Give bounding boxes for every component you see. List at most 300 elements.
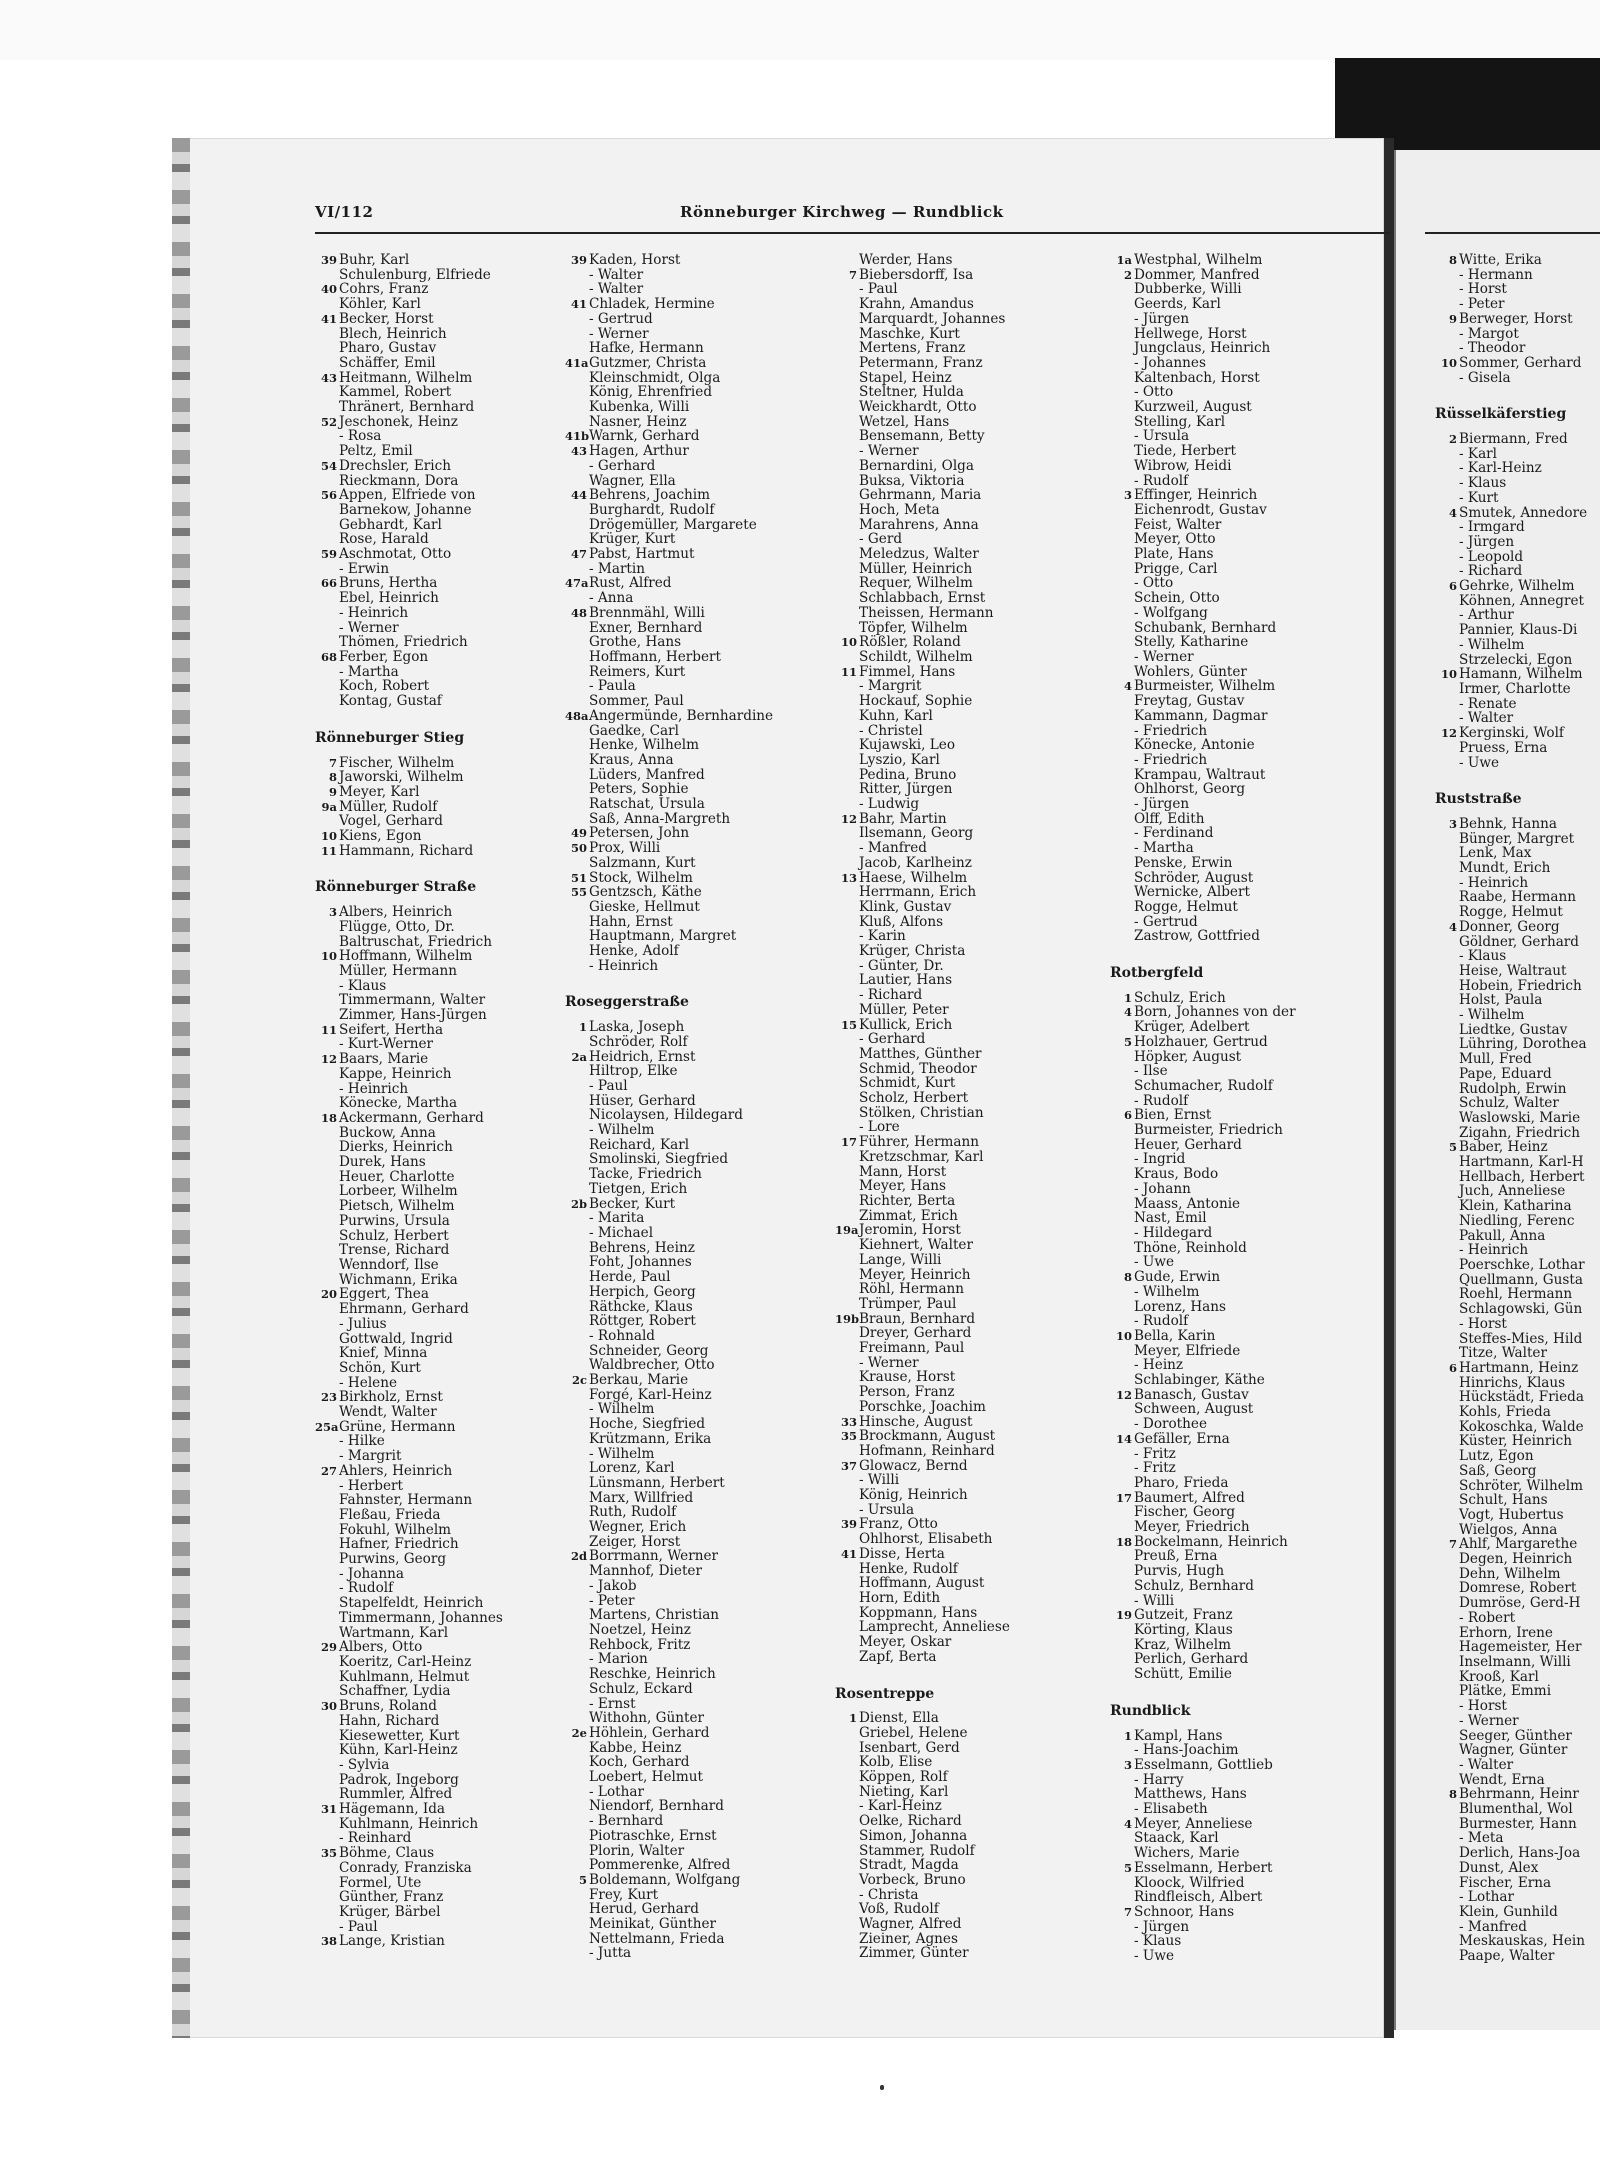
resident-entry xyxy=(835,768,1075,783)
resident-entry xyxy=(315,949,530,964)
resident-entry xyxy=(835,1356,1075,1371)
resident-name: - Lothar xyxy=(589,1783,644,1800)
book-gutter xyxy=(1384,138,1394,2038)
resident-name: - Heinrich xyxy=(339,1080,409,1097)
resident-name: - Anna xyxy=(589,590,634,607)
resident-entry xyxy=(1110,1270,1350,1285)
resident-entry xyxy=(315,1361,530,1376)
resident-name: - Ferdinand xyxy=(1134,825,1214,842)
resident-name: Rehbock, Fritz xyxy=(589,1636,691,1653)
resident-name: Hamann, Wilhelm xyxy=(1459,666,1583,683)
resident-name: Meyer, Otto xyxy=(1134,531,1216,548)
resident-name: - Fritz xyxy=(1134,1460,1176,1477)
resident-name: Schulz, Erich xyxy=(1134,989,1226,1006)
resident-name: Küster, Heinrich xyxy=(1459,1433,1572,1450)
resident-name: Stammer, Rudolf xyxy=(859,1842,975,1859)
resident-name: Gutzeit, Franz xyxy=(1134,1607,1233,1624)
resident-entry xyxy=(835,797,1075,812)
house-number: 3 xyxy=(1123,1757,1132,1772)
resident-entry xyxy=(835,782,1075,797)
resident-entry xyxy=(835,591,1075,606)
resident-name: Steltner, Hulda xyxy=(859,384,964,401)
resident-name: Pape, Eduard xyxy=(1459,1065,1552,1082)
resident-name: Drögemüller, Margarete xyxy=(589,516,757,533)
resident-entry xyxy=(565,459,785,474)
street-heading: Rüsselkäferstieg xyxy=(1435,406,1567,423)
resident-name: Purwins, Georg xyxy=(339,1551,447,1568)
house-number: 6 xyxy=(1123,1108,1132,1123)
resident-name: Meyer, Elfriede xyxy=(1134,1342,1241,1359)
resident-entry xyxy=(1110,253,1350,268)
house-number: 5 xyxy=(1123,1860,1132,1875)
resident-name: Schröter, Wilhelm xyxy=(1459,1477,1583,1494)
house-number: 29 xyxy=(320,1640,337,1655)
resident-entry xyxy=(1110,1579,1350,1594)
resident-name: - Ursula xyxy=(1134,428,1190,445)
resident-entry xyxy=(315,1258,530,1273)
resident-entry xyxy=(835,1209,1075,1224)
resident-name: Pannier, Klaus-Di xyxy=(1459,622,1578,639)
resident-name: Witte, Erika xyxy=(1459,253,1542,268)
house-number: 5 xyxy=(578,1872,587,1887)
resident-entry xyxy=(565,665,785,680)
resident-entry xyxy=(1435,1199,1600,1214)
resident-name: Plorin, Walter xyxy=(589,1842,685,1859)
house-number: 19b xyxy=(835,1311,860,1326)
resident-entry xyxy=(1110,488,1350,503)
house-number: 10 xyxy=(1115,1328,1132,1343)
resident-name: Nast, Emil xyxy=(1134,1210,1207,1227)
resident-name: - Otto xyxy=(1134,384,1174,401)
resident-entry xyxy=(565,282,785,297)
resident-entry xyxy=(565,1770,785,1785)
resident-name: Horn, Edith xyxy=(859,1589,941,1606)
resident-entry xyxy=(565,1741,785,1756)
resident-name: Smutek, Annedore xyxy=(1459,504,1588,521)
resident-entry xyxy=(315,1626,530,1641)
page-number: VI/112 xyxy=(315,203,374,221)
resident-name: Kuhlmann, Heinrich xyxy=(339,1815,479,1832)
resident-entry xyxy=(315,459,530,474)
house-number: 6 xyxy=(1448,579,1457,594)
resident-entry xyxy=(315,785,530,800)
resident-entry xyxy=(565,738,785,753)
resident-name: Jeromin, Horst xyxy=(859,1222,961,1239)
resident-name: - Bernhard xyxy=(589,1813,664,1830)
resident-name: Schubank, Bernhard xyxy=(1134,619,1277,636)
resident-name: - Jürgen xyxy=(1134,1918,1190,1935)
house-number: 4 xyxy=(1123,1816,1132,1831)
resident-name: Kluß, Alfons xyxy=(859,913,944,930)
resident-name: Haese, Wilhelm xyxy=(859,869,968,886)
resident-name: Tietgen, Erich xyxy=(589,1180,688,1197)
resident-entry xyxy=(1110,1020,1350,1035)
resident-entry xyxy=(1435,1023,1600,1038)
resident-entry xyxy=(315,756,530,771)
resident-name: Hahn, Ernst xyxy=(589,913,673,930)
resident-name: Prox, Willi xyxy=(589,840,661,857)
resident-entry xyxy=(315,1140,530,1155)
resident-name: - Rudolf xyxy=(1134,1313,1189,1330)
resident-entry xyxy=(565,385,785,400)
resident-name: Blumenthal, Wol xyxy=(1459,1801,1573,1818)
resident-entry xyxy=(1435,1611,1600,1626)
resident-entry xyxy=(315,1317,530,1332)
resident-entry xyxy=(565,1314,785,1329)
resident-name: Berweger, Horst xyxy=(1459,310,1573,327)
resident-entry xyxy=(565,1079,785,1094)
resident-entry xyxy=(1110,1241,1350,1256)
resident-entry xyxy=(565,768,785,783)
resident-name: Formel, Ute xyxy=(339,1874,422,1891)
resident-name: Könecke, Martha xyxy=(339,1095,458,1112)
resident-name: Ferber, Egon xyxy=(339,648,429,665)
resident-entry xyxy=(835,1268,1075,1283)
resident-entry xyxy=(565,356,785,371)
house-number: 23 xyxy=(320,1390,337,1405)
resident-name: Simon, Johanna xyxy=(859,1827,968,1844)
resident-name: Appen, Elfriede von xyxy=(339,487,476,504)
resident-name: Hiltrop, Elke xyxy=(589,1063,678,1080)
resident-name: Dommer, Manfred xyxy=(1134,266,1260,283)
resident-name: Aschmotat, Otto xyxy=(339,546,452,563)
resident-name: Klein, Gunhild xyxy=(1459,1903,1558,1920)
resident-entry xyxy=(1110,1123,1350,1138)
resident-entry xyxy=(1435,1655,1600,1670)
resident-entry xyxy=(835,650,1075,665)
house-number: 13 xyxy=(840,870,857,885)
resident-entry xyxy=(565,253,785,268)
resident-entry xyxy=(1435,1332,1600,1347)
resident-entry xyxy=(835,1018,1075,1033)
resident-name: - Friedrich xyxy=(1134,722,1208,739)
resident-entry xyxy=(315,1243,530,1258)
resident-name: Padrok, Ingeborg xyxy=(339,1771,459,1788)
resident-entry xyxy=(1435,282,1600,297)
resident-entry xyxy=(1435,1140,1600,1155)
resident-name: Sommer, Paul xyxy=(589,693,684,710)
resident-entry xyxy=(315,1302,530,1317)
resident-name: Zeiger, Horst xyxy=(589,1533,681,1550)
resident-entry xyxy=(315,1287,530,1302)
resident-entry xyxy=(835,576,1075,591)
resident-name: Wartmann, Karl xyxy=(339,1624,449,1641)
resident-entry xyxy=(835,709,1075,724)
resident-name: Lenk, Max xyxy=(1459,845,1532,862)
resident-entry xyxy=(1435,653,1600,668)
resident-name: - Elisabeth xyxy=(1134,1801,1208,1818)
resident-entry xyxy=(315,1155,530,1170)
house-number: 17 xyxy=(1115,1490,1132,1505)
column-3 xyxy=(835,253,1075,1961)
resident-name: Foht, Johannes xyxy=(589,1254,692,1271)
resident-name: - Paul xyxy=(589,1077,628,1094)
resident-entry xyxy=(835,1223,1075,1238)
resident-name: Nasner, Heinz xyxy=(589,413,687,430)
resident-entry xyxy=(1110,1138,1350,1153)
resident-entry xyxy=(1435,594,1600,609)
resident-name: - Erwin xyxy=(339,560,390,577)
resident-entry xyxy=(835,1620,1075,1635)
resident-name: Tacke, Friedrich xyxy=(589,1166,702,1183)
resident-name: Nieting, Karl xyxy=(859,1783,949,1800)
resident-entry xyxy=(1435,564,1600,579)
resident-name: - Hildegard xyxy=(1134,1225,1213,1241)
resident-entry xyxy=(315,1655,530,1670)
resident-name: Mull, Fred xyxy=(1459,1051,1532,1068)
resident-entry xyxy=(835,1547,1075,1562)
resident-name: Poerschke, Lothar xyxy=(1459,1257,1585,1273)
resident-entry xyxy=(1110,1491,1350,1506)
resident-name: Borrmann, Werner xyxy=(589,1548,719,1565)
resident-entry xyxy=(315,268,530,283)
resident-entry xyxy=(565,635,785,650)
resident-entry xyxy=(1110,1197,1350,1212)
house-number: 1 xyxy=(848,1711,857,1726)
resident-name: Kurzweil, August xyxy=(1134,399,1252,416)
resident-name: Kaltenbach, Horst xyxy=(1134,369,1260,386)
resident-entry xyxy=(315,1420,530,1435)
resident-name: - Hilke xyxy=(339,1433,385,1450)
resident-name: Kammann, Dagmar xyxy=(1134,707,1268,724)
resident-entry xyxy=(565,694,785,709)
resident-entry xyxy=(1435,1831,1600,1846)
resident-entry xyxy=(835,753,1075,768)
resident-entry xyxy=(1110,1402,1350,1417)
resident-name: Freytag, Gustav xyxy=(1134,693,1245,710)
resident-entry xyxy=(1110,444,1350,459)
resident-entry xyxy=(835,915,1075,930)
resident-name: Wendt, Erna xyxy=(1459,1771,1545,1788)
resident-entry xyxy=(1110,1549,1350,1564)
resident-entry xyxy=(565,1094,785,1109)
resident-name: - Uwe xyxy=(1134,1254,1175,1271)
resident-name: Fahnster, Hermann xyxy=(339,1492,473,1509)
resident-entry xyxy=(835,1488,1075,1503)
resident-name: Seifert, Hertha xyxy=(339,1021,444,1038)
resident-entry xyxy=(1435,993,1600,1008)
resident-entry xyxy=(1110,1861,1350,1876)
resident-entry xyxy=(1110,1623,1350,1638)
resident-entry xyxy=(1435,1243,1600,1258)
resident-entry xyxy=(565,944,785,959)
resident-name: Penske, Erwin xyxy=(1134,854,1233,871)
resident-name: Kuhlmann, Helmut xyxy=(339,1668,470,1685)
resident-name: Ackermann, Gerhard xyxy=(339,1109,484,1126)
resident-entry xyxy=(315,1861,530,1876)
resident-name: Scholz, Herbert xyxy=(859,1090,969,1107)
resident-name: Rudolph, Erwin xyxy=(1459,1080,1567,1097)
resident-name: Böhme, Claus xyxy=(339,1845,435,1862)
resident-entry xyxy=(1435,1464,1600,1479)
resident-entry xyxy=(1435,491,1600,506)
resident-name: Baumert, Alfred xyxy=(1134,1489,1245,1506)
resident-name: Behrmann, Heinr xyxy=(1459,1786,1579,1803)
resident-name: Behrens, Joachim xyxy=(589,487,711,504)
resident-entry xyxy=(1435,579,1600,594)
resident-name: Matthews, Hans xyxy=(1134,1786,1247,1803)
resident-entry xyxy=(835,1253,1075,1268)
resident-entry xyxy=(315,444,530,459)
resident-name: Ilsemann, Georg xyxy=(859,825,974,842)
resident-name: Stölken, Christian xyxy=(859,1104,984,1121)
resident-entry xyxy=(835,1341,1075,1356)
resident-entry xyxy=(565,576,785,591)
house-number: 47 xyxy=(570,547,587,562)
house-number: 12 xyxy=(840,811,857,826)
resident-entry xyxy=(835,1473,1075,1488)
resident-name: - Richard xyxy=(859,987,923,1004)
resident-name: Bruns, Hertha xyxy=(339,575,438,592)
resident-entry xyxy=(835,268,1075,283)
resident-name: Hoch, Meta xyxy=(859,501,940,518)
resident-name: Kaden, Horst xyxy=(589,252,681,268)
resident-name: Disse, Herta xyxy=(859,1545,945,1562)
house-number: 9 xyxy=(328,784,337,799)
resident-name: Höhlein, Gerhard xyxy=(589,1724,710,1741)
resident-name: Gottwald, Ingrid xyxy=(339,1330,453,1347)
resident-entry xyxy=(565,724,785,739)
resident-name: Kraz, Wilhelm xyxy=(1134,1636,1232,1653)
resident-entry xyxy=(315,1670,530,1685)
resident-entry xyxy=(1435,667,1600,682)
resident-name: Krützmann, Erika xyxy=(589,1430,712,1447)
resident-name: Griebel, Helene xyxy=(859,1724,968,1741)
resident-entry xyxy=(1110,1905,1350,1920)
resident-entry xyxy=(1435,1699,1600,1714)
resident-entry xyxy=(1110,1314,1350,1329)
resident-entry xyxy=(315,665,530,680)
resident-name: Waslowski, Marie xyxy=(1459,1109,1581,1126)
resident-entry xyxy=(315,1640,530,1655)
resident-name: Hobein, Friedrich xyxy=(1459,977,1582,994)
resident-name: - Wilhelm xyxy=(589,1122,655,1139)
resident-name: Frey, Kurt xyxy=(589,1886,659,1903)
resident-name: Lutz, Egon xyxy=(1459,1448,1534,1465)
resident-entry xyxy=(835,385,1075,400)
resident-name: Lünsmann, Herbert xyxy=(589,1474,725,1491)
resident-name: Lüders, Manfred xyxy=(589,766,705,783)
resident-name: Hartmann, Heinz xyxy=(1459,1359,1579,1376)
resident-entry xyxy=(835,562,1075,577)
resident-name: Hoffmann, August xyxy=(859,1575,985,1592)
resident-entry xyxy=(315,282,530,297)
house-number: 43 xyxy=(320,370,337,385)
resident-name: Wichmann, Erika xyxy=(339,1271,458,1288)
resident-name: Kohls, Frieda xyxy=(1459,1404,1551,1421)
resident-name: - Manfred xyxy=(859,840,927,857)
resident-name: Jaworski, Wilhelm xyxy=(339,769,464,786)
resident-entry xyxy=(1110,694,1350,709)
resident-name: Lautier, Hans xyxy=(859,972,953,989)
resident-name: Gieske, Hellmut xyxy=(589,898,700,915)
resident-entry xyxy=(1435,1640,1600,1655)
resident-entry xyxy=(315,814,530,829)
resident-name: Pietsch, Wilhelm xyxy=(339,1198,455,1215)
resident-entry xyxy=(315,1479,530,1494)
house-number: 1 xyxy=(1123,990,1132,1005)
resident-name: Paape, Walter xyxy=(1459,1948,1555,1964)
resident-name: Hoffmann, Wilhelm xyxy=(339,948,473,965)
resident-entry xyxy=(315,341,530,356)
resident-name: Plätke, Emmi xyxy=(1459,1683,1552,1700)
resident-name: Hauptmann, Margret xyxy=(589,928,737,945)
resident-entry xyxy=(835,1047,1075,1062)
resident-entry xyxy=(565,1064,785,1079)
column-5-adjacent-page xyxy=(1435,253,1600,1964)
resident-entry xyxy=(315,1023,530,1038)
resident-entry xyxy=(1435,1126,1600,1141)
house-number: 2c xyxy=(571,1373,587,1388)
resident-entry xyxy=(315,1464,530,1479)
resident-name: Hellbach, Herbert xyxy=(1459,1168,1585,1185)
resident-name: Knief, Minna xyxy=(339,1345,428,1362)
resident-entry xyxy=(1435,1552,1600,1567)
resident-entry xyxy=(835,1917,1075,1932)
resident-name: - Meta xyxy=(1459,1830,1504,1847)
resident-entry xyxy=(315,650,530,665)
resident-name: - Lore xyxy=(859,1119,900,1136)
resident-name: Heise, Waltraut xyxy=(1459,962,1567,979)
resident-entry xyxy=(835,312,1075,327)
resident-name: Hüser, Gerhard xyxy=(589,1092,696,1109)
resident-name: Irmer, Charlotte xyxy=(1459,680,1571,697)
resident-name: - Werner xyxy=(339,619,399,636)
resident-entry xyxy=(565,415,785,430)
resident-name: Schulz, Walter xyxy=(1459,1095,1559,1112)
resident-name: - Gertrud xyxy=(589,310,653,327)
house-number: 10 xyxy=(1440,355,1457,370)
resident-name: Gutzmer, Christa xyxy=(589,354,707,371)
resident-name: Hägemann, Ida xyxy=(339,1801,446,1818)
resident-name: - Jürgen xyxy=(1134,310,1190,327)
resident-entry xyxy=(835,885,1075,900)
resident-name: Schlabbach, Ernst xyxy=(859,590,986,607)
resident-entry xyxy=(565,488,785,503)
resident-name: Pruess, Erna xyxy=(1459,739,1548,756)
resident-name: Kretzschmar, Karl xyxy=(859,1148,984,1165)
resident-entry xyxy=(835,1106,1075,1121)
resident-name: Gefäller, Erna xyxy=(1134,1430,1230,1447)
house-number: 47a xyxy=(565,576,589,591)
resident-name: Brockmann, August xyxy=(859,1428,996,1445)
resident-name: Noetzel, Heinz xyxy=(589,1621,691,1638)
resident-name: - Horst xyxy=(1459,1315,1507,1332)
resident-name: Steffes-Mies, Hild xyxy=(1459,1330,1583,1347)
resident-entry xyxy=(315,1684,530,1699)
resident-entry xyxy=(565,400,785,415)
resident-name: Dierks, Heinrich xyxy=(339,1139,453,1156)
resident-name: Marquardt, Johannes xyxy=(859,310,1006,327)
resident-name: - Horst xyxy=(1459,1698,1507,1715)
resident-name: Krüger, Adelbert xyxy=(1134,1019,1250,1036)
resident-entry xyxy=(315,1537,530,1552)
resident-name: Exner, Bernhard xyxy=(589,619,703,636)
resident-name: Kerginski, Wolf xyxy=(1459,725,1564,742)
resident-entry xyxy=(1110,1300,1350,1315)
resident-name: Jeschonek, Heinz xyxy=(339,413,458,430)
resident-name: Cohrs, Franz xyxy=(339,281,429,298)
resident-name: Grüne, Hermann xyxy=(339,1418,456,1435)
resident-entry xyxy=(565,900,785,915)
resident-entry xyxy=(835,621,1075,636)
house-number: 41a xyxy=(565,355,589,370)
resident-entry xyxy=(565,1858,785,1873)
resident-entry xyxy=(835,547,1075,562)
resident-entry xyxy=(565,1461,785,1476)
house-number: 33 xyxy=(840,1414,857,1429)
resident-name: Pedina, Bruno xyxy=(859,766,957,783)
